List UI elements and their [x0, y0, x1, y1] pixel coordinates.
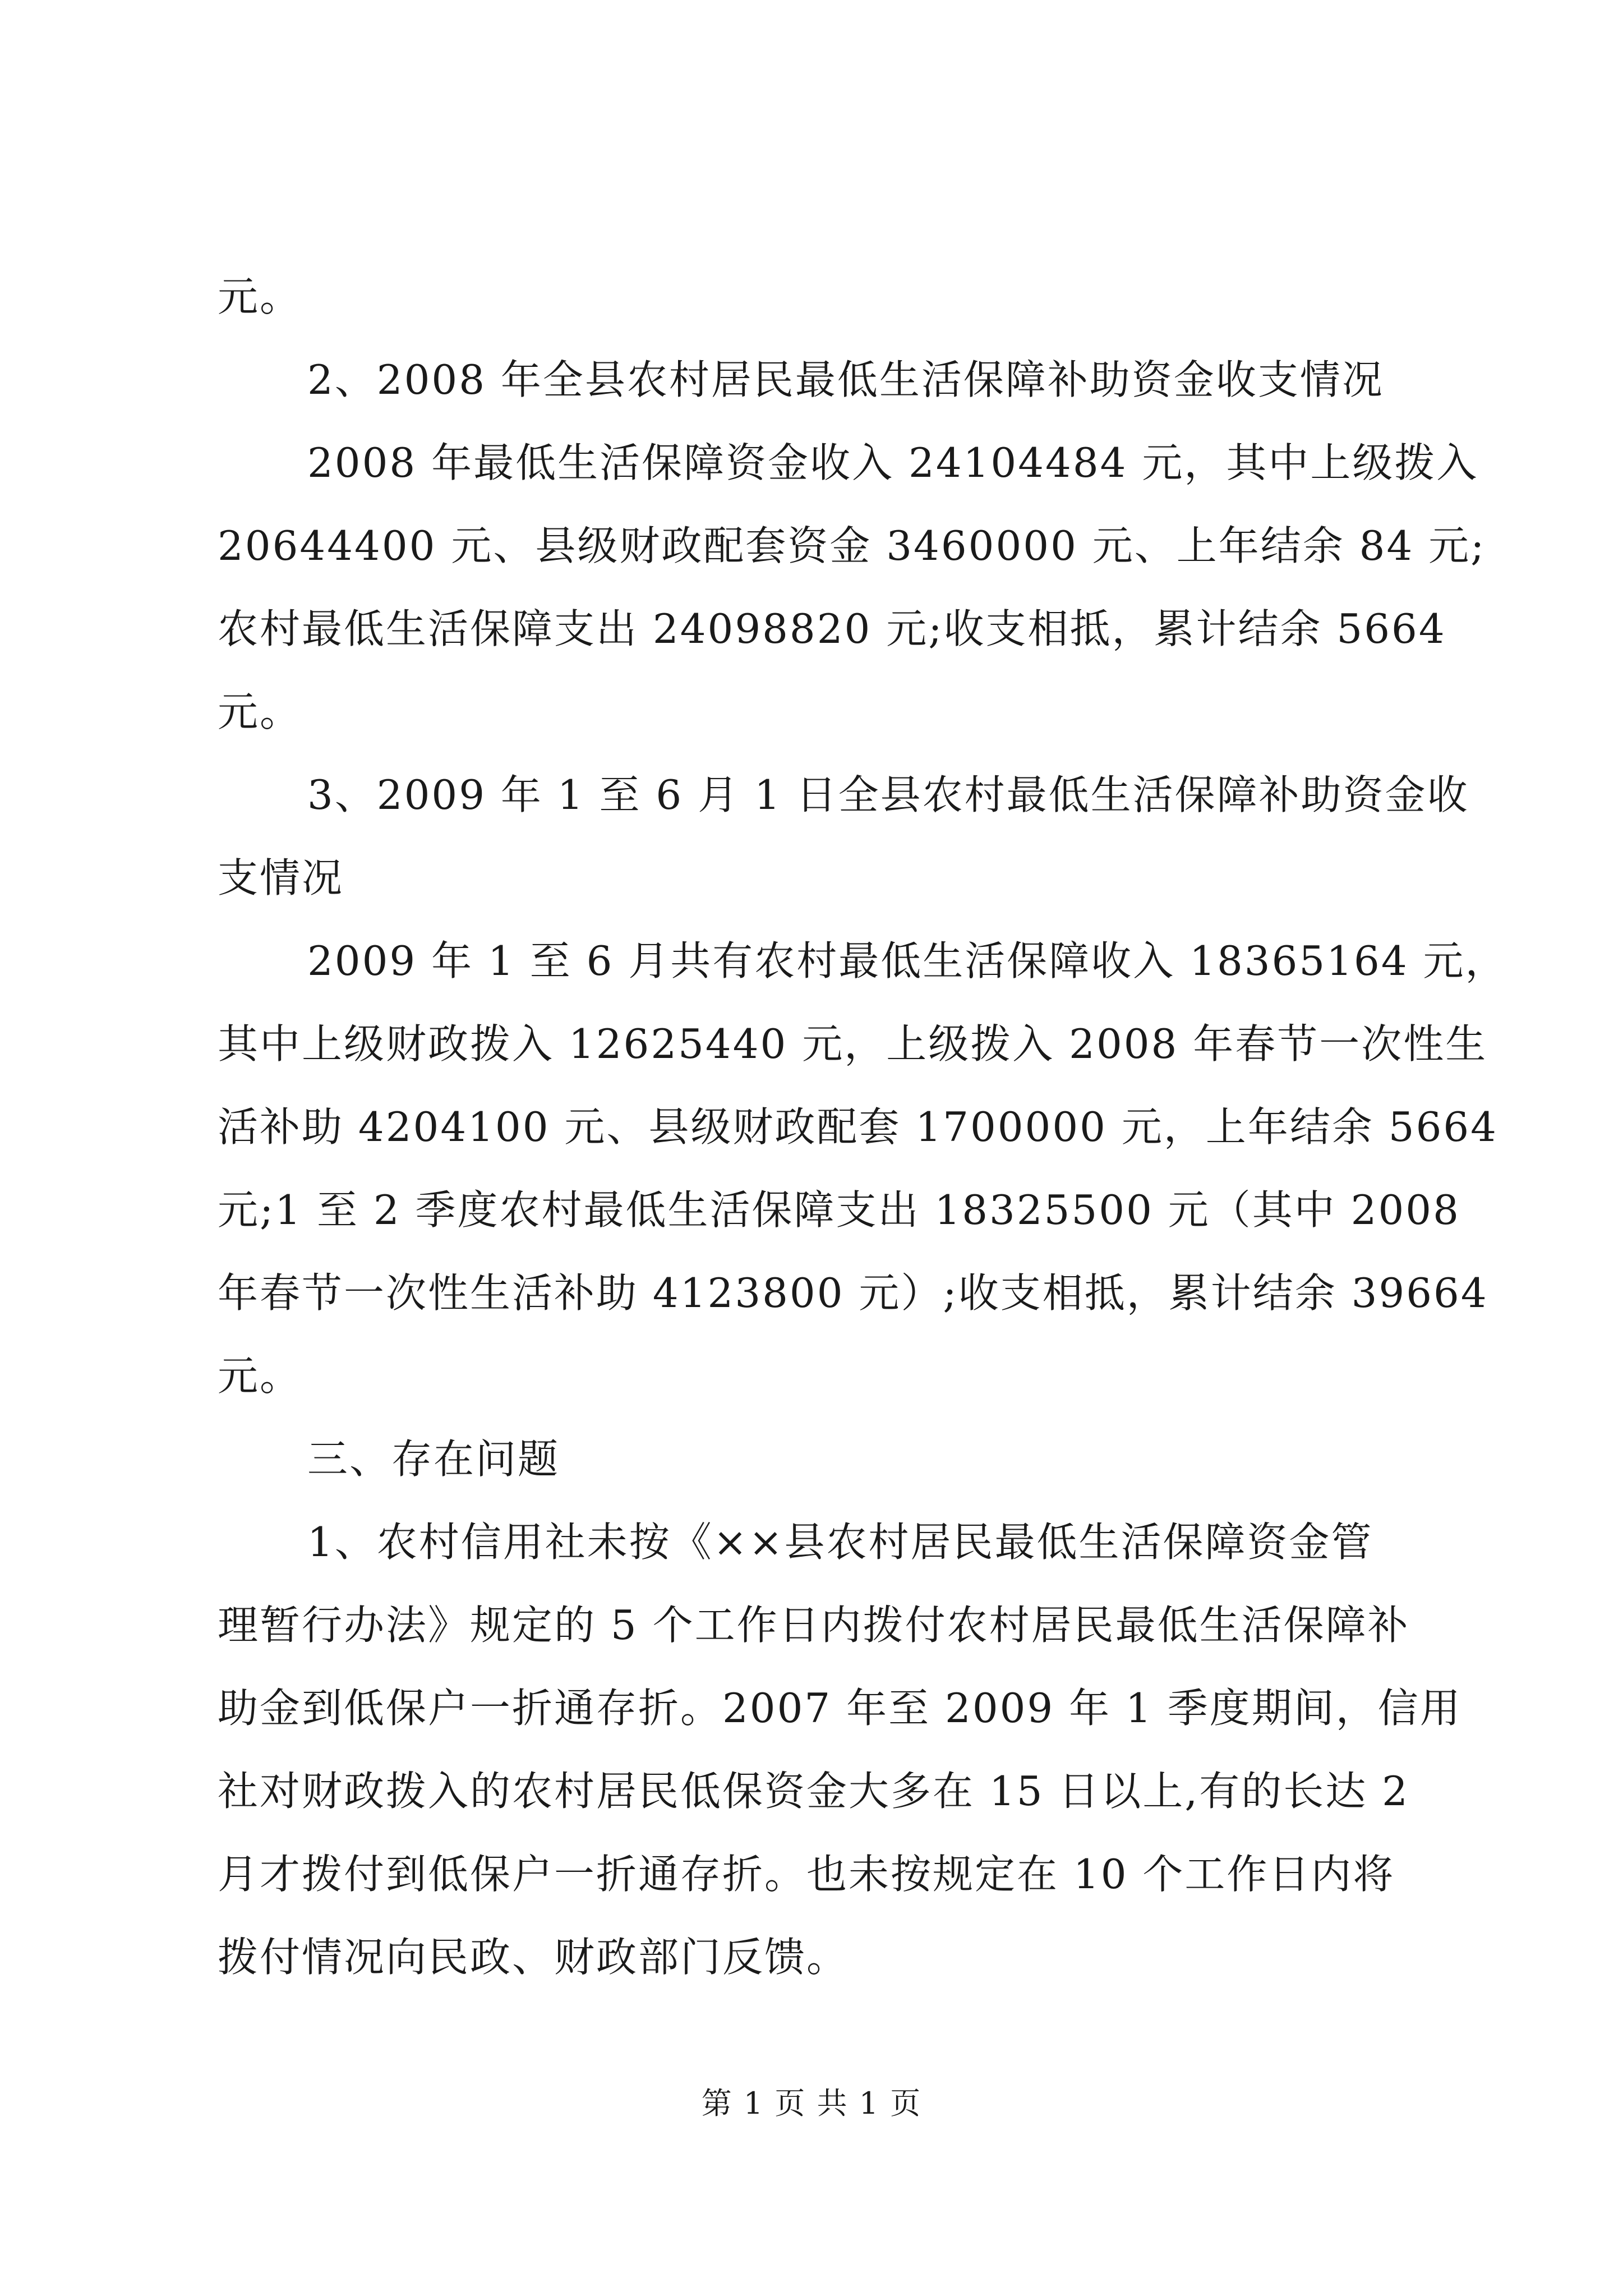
text-line: 支情况 [218, 854, 344, 901]
text-line: 元。 [218, 688, 302, 735]
text-line: 社对财政拨入的农村居民低保资金大多在 15 日以上,有的长达 2 [218, 1768, 1409, 1815]
text-line: 其中上级财政拨入 12625440 元，上级拨入 2008 年春节一次性生 [218, 1020, 1488, 1068]
text-line: 2、2008 年全县农村居民最低生活保障补助资金收支情况 [307, 356, 1384, 403]
text-line: 年春节一次性生活补助 4123800 元）;收支相抵，累计结余 39664 [218, 1269, 1488, 1317]
text-line: 理暂行办法》规定的 5 个工作日内拨付农村居民最低生活保障补 [218, 1602, 1410, 1649]
text-line: 活补助 4204100 元、县级财政配套 1700000 元，上年结余 5664 [218, 1103, 1498, 1151]
text-line: 元。 [218, 273, 302, 320]
text-line: 农村最低生活保障支出 24098820 元;收支相抵，累计结余 5664 [218, 605, 1446, 652]
text-line: 拨付情况向民政、财政部门反馈。 [218, 1934, 849, 1981]
text-line: 3、2009 年 1 至 6 月 1 日全县农村最低生活保障补助资金收 [307, 771, 1469, 818]
text-line: 月才拨付到低保户一折通存折。也未按规定在 10 个工作日内将 [218, 1851, 1395, 1898]
text-line: 1、农村信用社未按《××县农村居民最低生活保障资金管 [307, 1519, 1373, 1566]
page-number: 第 1 页 共 1 页 [701, 2086, 922, 2121]
text-line: 20644400 元、县级财政配套资金 3460000 元、上年结余 84 元; [218, 522, 1486, 569]
text-line: 助金到低保户一折通存折。2007 年至 2009 年 1 季度期间，信用 [218, 1685, 1462, 1732]
text-line: 元;1 至 2 季度农村最低生活保障支出 18325500 元（其中 2008 [218, 1186, 1460, 1234]
body-text [218, 255, 1507, 1999]
section-heading: 三、存在问题 [307, 1435, 560, 1483]
text-line: 2008 年最低生活保障资金收入 24104484 元，其中上级拨入 [307, 439, 1479, 486]
text-line: 2009 年 1 至 6 月共有农村最低生活保障收入 18365164 元， [307, 937, 1507, 984]
text-line: 元。 [218, 1352, 302, 1400]
page-footer [0, 2084, 1623, 2123]
